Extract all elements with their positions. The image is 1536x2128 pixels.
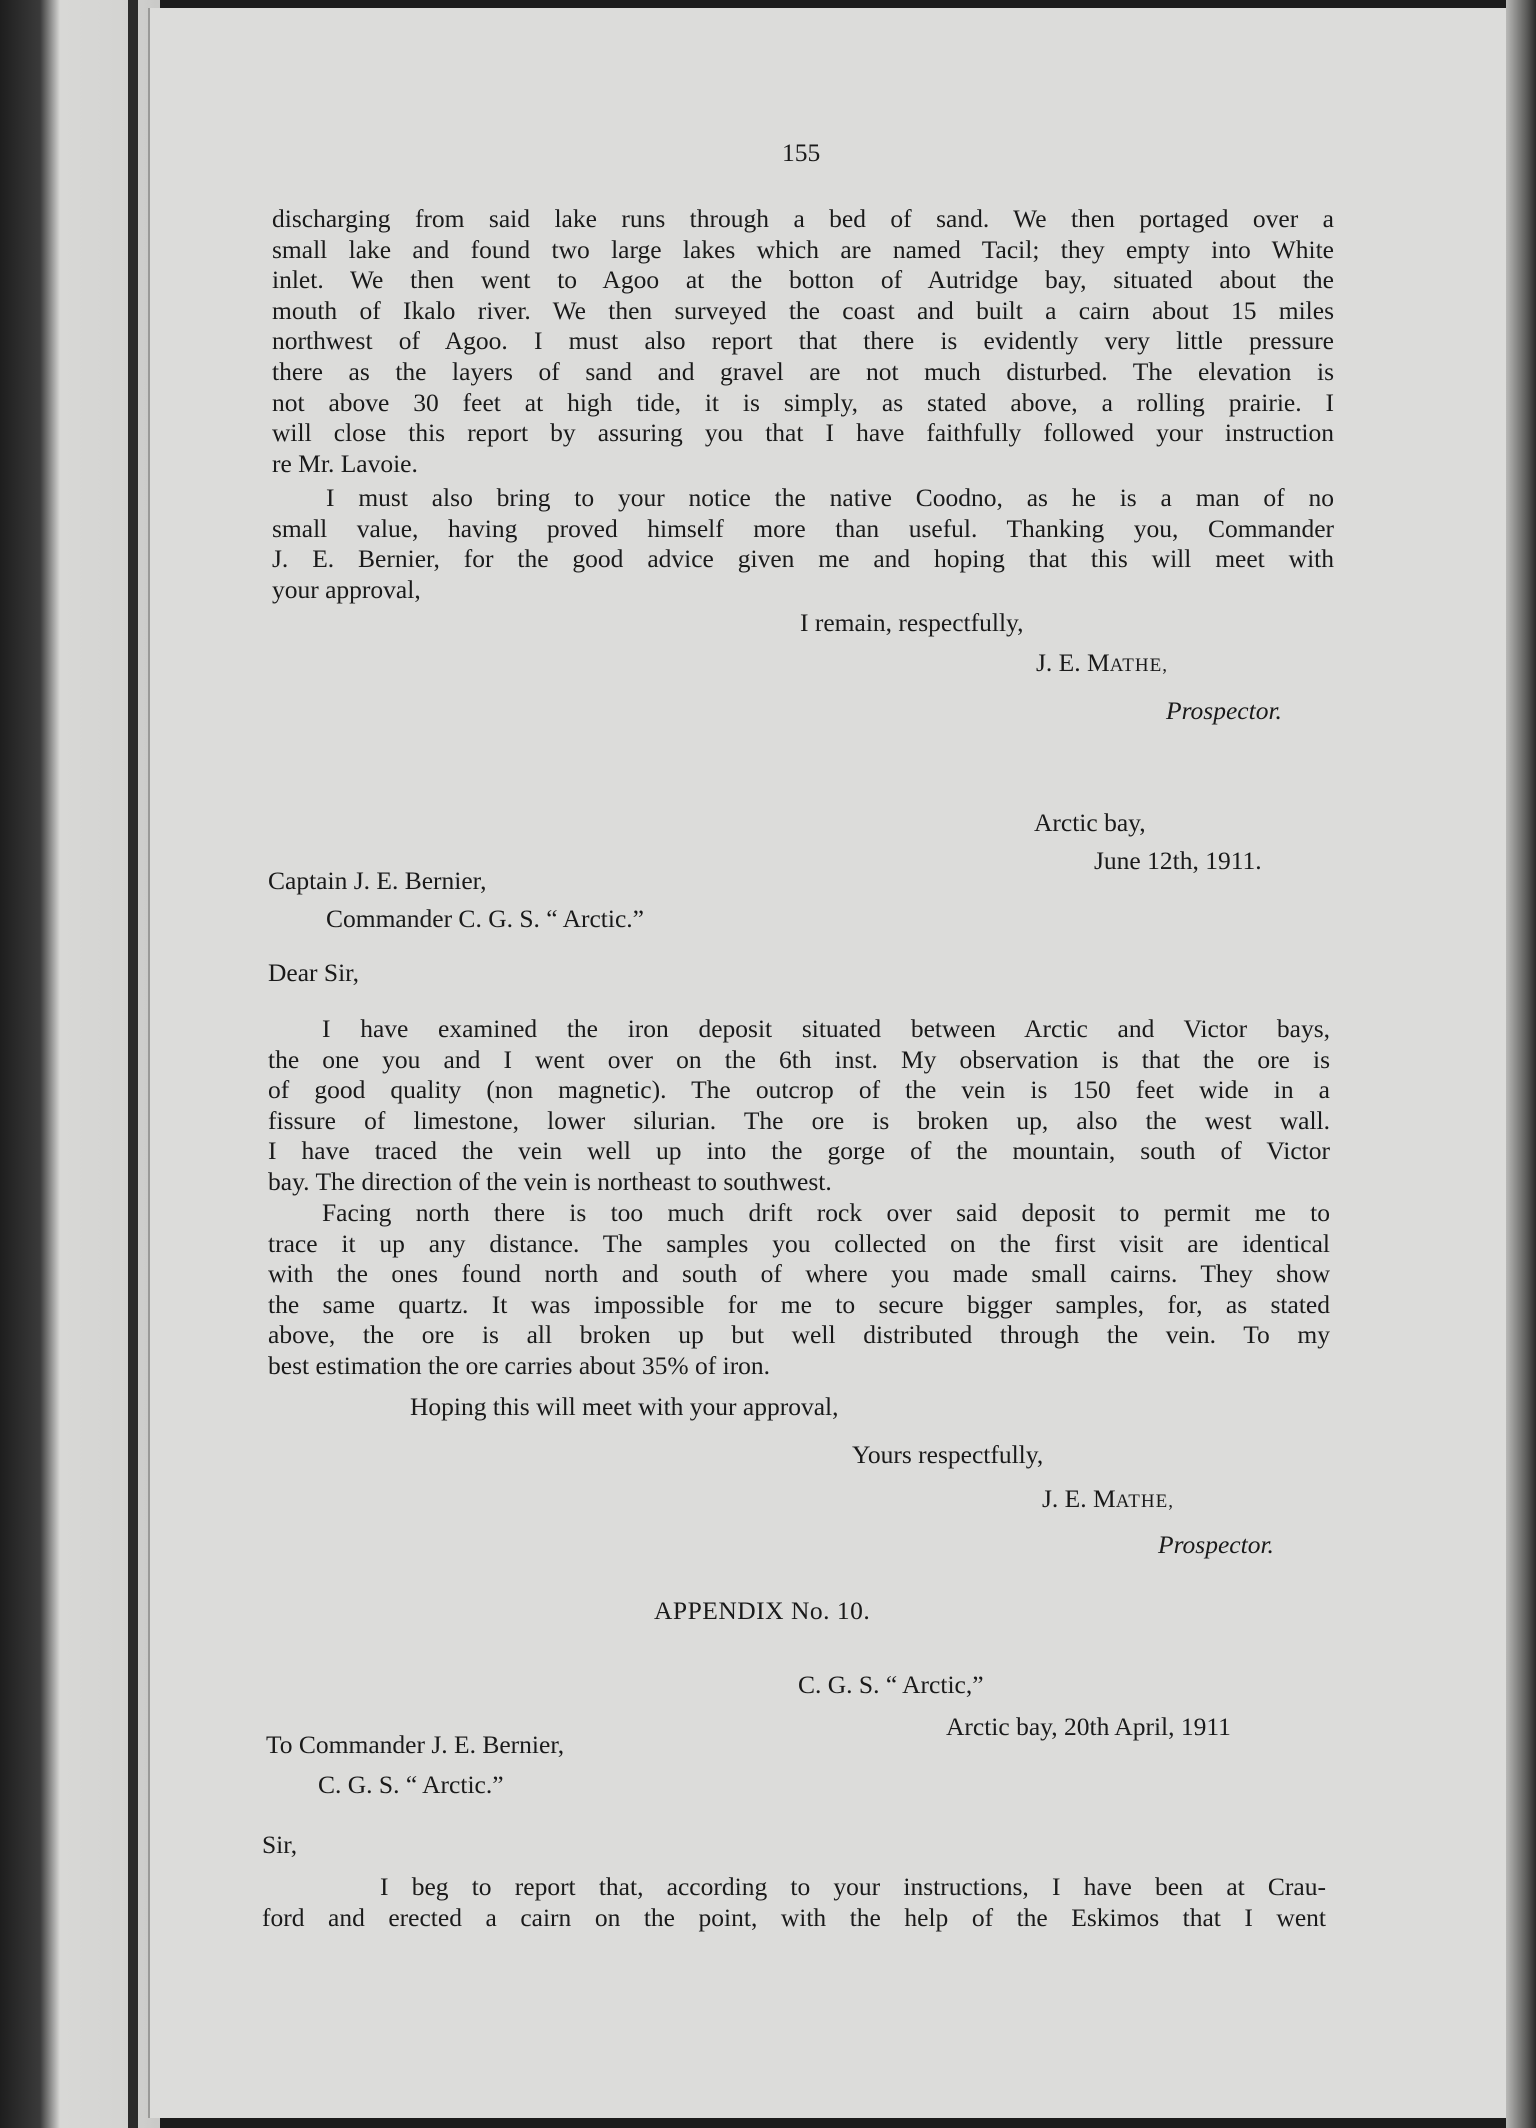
- right-page-edge: [1506, 0, 1536, 2128]
- signature-surname: ATHE,: [1109, 655, 1168, 676]
- text-line: trace it up any distance. The samples you collected on the first visit are identical: [268, 1228, 1330, 1258]
- text-line: I have traced the vein well up into the gorge of the mountain, south of Victor: [268, 1136, 1330, 1166]
- text-line: mouth of Ikalo river. We then surveyed the coast and built a cairn about 15 miles: [272, 295, 1334, 325]
- letter1-paragraph-2: [272, 483, 1334, 605]
- text-line: small lake and found two large lakes which are named Tacil; they empty into White: [272, 234, 1334, 264]
- letter2-paragraph-1: [268, 1014, 1330, 1198]
- text-line: above, the ore is all broken up but well distributed through the vein. To my: [268, 1320, 1330, 1350]
- text-line: with the ones found north and south of where you made small cairns. They show: [268, 1259, 1330, 1289]
- text-line: the same quartz. It was impossible for me to secure bigger samples, for, as stated: [268, 1289, 1330, 1319]
- text-line: discharging from said lake runs through a bed of sand. We then portaged over a: [272, 204, 1334, 233]
- letter2-date: June 12th, 1911.: [1094, 846, 1262, 875]
- letter2-closing: Yours respectfully,: [852, 1440, 1044, 1469]
- appendix-paragraph-1: [262, 1872, 1326, 1933]
- letter1-signature: [1036, 648, 1168, 681]
- binding-shadow: [128, 0, 138, 2128]
- text-line: inlet. We then went to Agoo at the botton of Autridge bay, situated about the: [272, 265, 1334, 295]
- text-line: ford and erected a cairn on the point, with the help of the Eskimos that I went: [262, 1902, 1326, 1932]
- text-line: fissure of limestone, lower silurian. The ore is broken up, also the west wall.: [268, 1105, 1330, 1135]
- text-line: I beg to report that, according to your instructions, I have been at Crau-: [380, 1872, 1326, 1901]
- text-line: bay. The direction of the vein is northeast to southwest.: [268, 1166, 832, 1196]
- signature-initials: J. E. M: [1042, 1484, 1116, 1513]
- letter2-hoping-line: Hoping this will meet with your approval,: [410, 1392, 839, 1421]
- text-line: best estimation the ore carries about 35% of iron.: [268, 1350, 771, 1380]
- appendix-place: C. G. S. “ Arctic,”: [798, 1670, 984, 1699]
- page-number: 155: [782, 138, 821, 167]
- signature-surname: ATHE,: [1115, 1491, 1174, 1512]
- text-line: re Mr. Lavoie.: [272, 448, 418, 478]
- text-line: Facing north there is too much drift rock over said deposit to permit me to: [322, 1198, 1330, 1227]
- text-line: of good quality (non magnetic). The outcrop of the vein is 150 feet wide in a: [268, 1075, 1330, 1105]
- letter2-signature: [1042, 1484, 1174, 1517]
- appendix-date: Arctic bay, 20th April, 1911: [946, 1712, 1231, 1741]
- letter2-paragraph-2: [268, 1198, 1330, 1382]
- letter1-closing: I remain, respectfully,: [800, 608, 1024, 637]
- text-line: there as the layers of sand and gravel are not much disturbed. The elevation is: [272, 356, 1334, 386]
- signature-initials: J. E. M: [1036, 648, 1110, 677]
- text-line: your approval,: [272, 574, 421, 604]
- text-line: will close this report by assuring you that I have faithfully followed your instruction: [272, 418, 1334, 448]
- appendix-heading: APPENDIX No. 10.: [654, 1596, 871, 1625]
- letter2-title: Prospector.: [1158, 1530, 1274, 1559]
- text-line: small value, having proved himself more than useful. Thanking you, Commander: [272, 513, 1334, 543]
- appendix-salutation: Sir,: [262, 1830, 298, 1859]
- text-line: I must also bring to your notice the native Coodno, as he is a man of no: [326, 483, 1334, 512]
- letter1-title: Prospector.: [1166, 696, 1282, 725]
- letter2-addressee-name: Captain J. E. Bernier,: [268, 866, 487, 895]
- letter2-salutation: Dear Sir,: [268, 958, 360, 987]
- appendix-addressee-name: To Commander J. E. Bernier,: [266, 1730, 565, 1759]
- text-line: not above 30 feet at high tide, it is simply, as stated above, a rolling prairie. I: [272, 387, 1334, 417]
- text-line: the one you and I went over on the 6th inst. My observation is that the ore is: [268, 1044, 1330, 1074]
- text-line: northwest of Agoo. I must also report that there is evidently very little pressure: [272, 326, 1334, 356]
- appendix-addressee-title: C. G. S. “ Arctic.”: [318, 1770, 504, 1799]
- text-line: I have examined the iron deposit situated between Arctic and Victor bays,: [322, 1014, 1330, 1043]
- letter1-paragraph-1: [272, 204, 1334, 479]
- letter2-addressee-title: Commander C. G. S. “ Arctic.”: [326, 904, 644, 933]
- letter2-place: Arctic bay,: [1034, 808, 1146, 837]
- text-line: J. E. Bernier, for the good advice given me and hoping that this will meet with: [272, 544, 1334, 574]
